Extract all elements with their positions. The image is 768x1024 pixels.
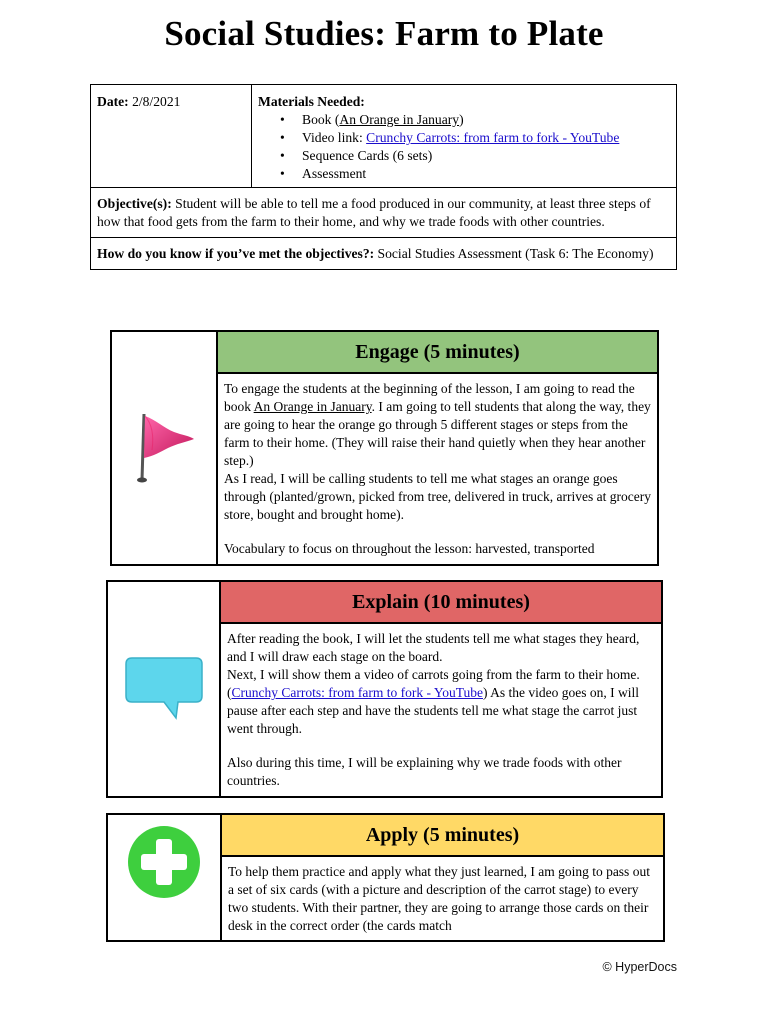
apply-icon-cell	[108, 815, 222, 940]
date-cell	[91, 85, 252, 187]
engage-icon-cell	[112, 332, 218, 564]
flag-icon	[124, 406, 204, 491]
materials-cell	[252, 85, 676, 187]
list-item: • Video link: Crunchy Carrots: from farm to fork - YouTube	[302, 129, 670, 147]
measure-text: Social Studies Assessment (Task 6: The Economy)	[374, 246, 654, 261]
date-value: 2/8/2021	[132, 94, 181, 109]
explain-paragraph-2: Next, I will show them a video of carrots going from the farm to their home. (Crunchy Carrots: from farm to fork - YouTube) As the video goes on, I will pause after each step and have the students tell me what stage the carrot just went through.	[227, 667, 640, 736]
measure-label: How do you know if you’ve met the objectives?:	[97, 246, 375, 261]
apply-content	[222, 815, 663, 940]
explain-header: Explain (10 minutes)	[221, 582, 661, 624]
lesson-info-table	[90, 84, 677, 270]
explain-content	[221, 582, 661, 796]
list-item: • Sequence Cards (6 sets)	[302, 147, 670, 165]
explain-paragraph-3: Also during this time, I will be explaining why we trade foods with other countries.	[227, 755, 622, 788]
info-row-objective	[91, 188, 676, 238]
materials-list	[258, 111, 670, 183]
info-row-measure	[91, 238, 676, 269]
apply-header: Apply (5 minutes)	[222, 815, 663, 857]
plus-icon	[127, 825, 201, 904]
engage-paragraph-2: As I read, I will be calling students to tell me what stages an orange goes through (planted/grown, picked from tree, delivered in truck, arrives at grocery store, bought and brought home).	[224, 471, 651, 522]
apply-paragraph-1: To help them practice and apply what they just learned, I am going to pass out a set of six cards (with a picture and description of the carrot stage) to every two students. With their partner, they are going to arrange those cards on their desk in the correct order (the cards match	[228, 864, 650, 933]
engage-section	[110, 330, 659, 566]
explain-body	[221, 624, 661, 790]
video-link[interactable]: Crunchy Carrots: from farm to fork - YouTube	[231, 685, 483, 700]
date-label: Date:	[97, 94, 129, 109]
engage-paragraph-3: Vocabulary to focus on throughout the lesson: harvested, transported	[224, 541, 595, 556]
explain-section	[106, 580, 663, 798]
objective-label: Objective(s):	[97, 196, 172, 211]
video-link[interactable]: Crunchy Carrots: from farm to fork - YouTube	[366, 130, 620, 145]
explain-paragraph-1: After reading the book, I will let the students tell me what stages they heard, and I will draw each stage on the board.	[227, 631, 640, 664]
measure-cell	[91, 238, 659, 269]
copyright-footer: © HyperDocs	[602, 960, 677, 974]
page-title: Social Studies: Farm to Plate	[164, 14, 604, 53]
book-title: An Orange in January	[253, 399, 372, 414]
apply-body	[222, 857, 663, 935]
list-item: • Assessment	[302, 165, 670, 183]
engage-content	[218, 332, 657, 564]
engage-body	[218, 374, 657, 558]
list-item: • Book (An Orange in January)	[302, 111, 670, 129]
engage-header: Engage (5 minutes)	[218, 332, 657, 374]
info-row-date-materials	[91, 85, 676, 188]
speech-bubble-icon	[122, 652, 206, 727]
apply-section	[106, 813, 665, 942]
engage-paragraph-1: To engage the students at the beginning of the lesson, I am going to read the book An Orange in January. I am going to tell students that along the way, they are going to hear the orange go through 5 different stages or steps from the farm to their home. (They will raise their hand quietly when they hear another step.)	[224, 381, 651, 468]
explain-icon-cell	[108, 582, 221, 796]
objective-text: Student will be able to tell me a food produced in our community, at least three steps of how that food gets from the farm to their home, and why we trade foods with other countries.	[97, 196, 651, 229]
objective-cell	[91, 188, 676, 237]
book-title: An Orange in January	[339, 112, 460, 127]
materials-label: Materials Needed:	[258, 94, 365, 109]
